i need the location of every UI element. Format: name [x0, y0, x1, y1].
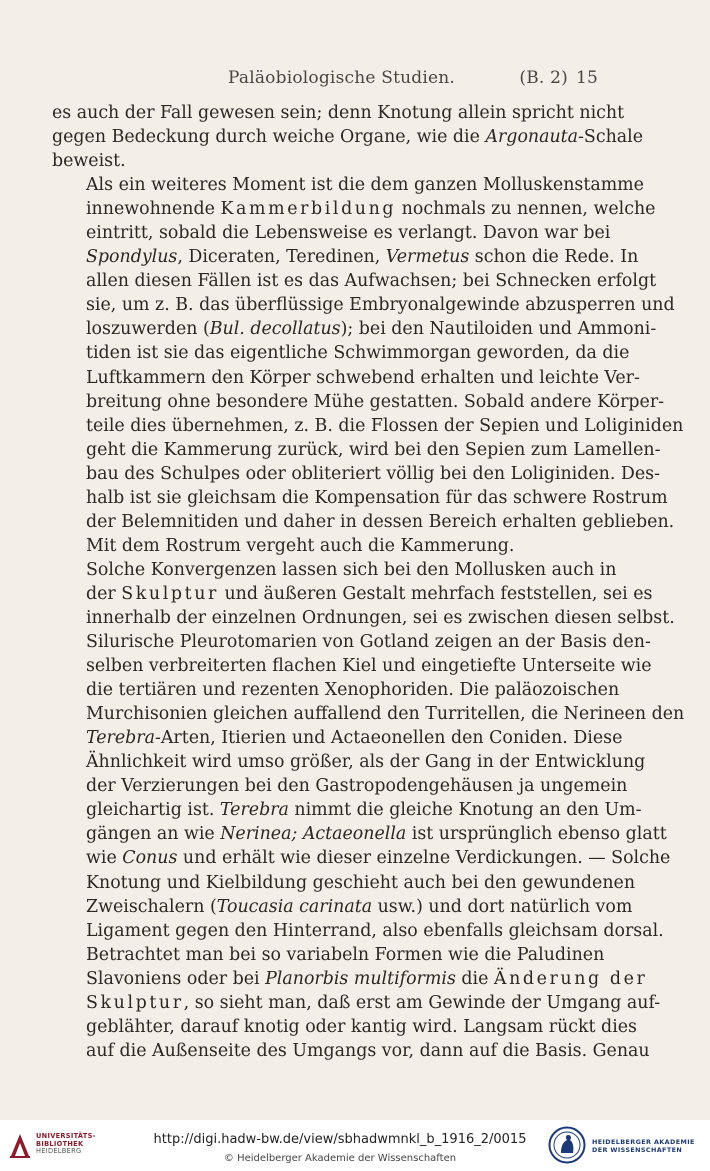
- text-line: Silurische Pleurotomarien von Gotland zeigen an der Basis den-: [86, 632, 651, 653]
- text-line: eintritt, sobald die Lebensweise es verlangt. Davon war bei: [86, 223, 611, 244]
- text-line: wie Conus und erhält wie dieser einzelne Verdickungen. — Solche: [86, 848, 671, 869]
- text-line: tiden ist sie das eigentliche Schwimmorgan geworden, da die: [86, 343, 630, 364]
- italic-term: Toucasia carinata: [216, 896, 373, 917]
- italic-term: Bul. decollatus: [209, 319, 341, 340]
- text-line: Spondylus, Diceraten, Teredinen, Vermetus schon die Rede. In: [86, 247, 639, 268]
- permalink-url[interactable]: http://digi.hadw-bw.de/view/sbhadwmnkl_b_1916_2/0015: [153, 1132, 527, 1147]
- spaced-emphasis: Skulptur: [86, 992, 184, 1013]
- page-number: 15: [575, 68, 598, 88]
- text-line: Solche Konvergenzen lassen sich bei den Mollusken auch in: [86, 559, 617, 580]
- italic-term: Nerinea; Actaeonella: [220, 824, 407, 845]
- text-line: Mit dem Rostrum vergeht auch die Kammerung.: [86, 535, 515, 556]
- academy-name: [592, 1138, 695, 1154]
- text-line: halb ist sie gleichsam die Kompensation für das schwere Rostrum: [86, 487, 668, 508]
- italic-term: Terebra: [219, 800, 289, 821]
- text-line: Skulptur, so sieht man, daß erst am Gewinde der Umgang auf-: [86, 992, 661, 1013]
- text-line: sie, um z. B. das überflüssige Embryonalgewinde abzusperren und: [86, 295, 675, 316]
- text-line: gleichartig ist. Terebra nimmt die gleiche Knotung an den Um-: [86, 800, 642, 821]
- italic-term: Spondylus: [86, 247, 178, 268]
- academy-seal-icon: [548, 1126, 586, 1164]
- text-line: der Verzierungen bei den Gastropodengehäusen ja ungemein: [86, 776, 628, 797]
- library-name-line: UNIVERSITÄTS-: [36, 1132, 96, 1140]
- text-line: loszuwerden (Bul. decollatus); bei den Nautiloiden und Ammoni-: [86, 319, 657, 340]
- italic-term: Planorbis multiformis: [265, 968, 456, 989]
- text-line: selben verbreiterten flachen Kiel und eingetiefte Unterseite wie: [86, 656, 652, 677]
- library-name: [36, 1133, 96, 1156]
- italic-term: Vermetus: [385, 247, 470, 268]
- text-line: geblähter, darauf knotig oder kantig wird. Langsam rückt dies: [86, 1016, 637, 1037]
- section-marker: (B. 2): [519, 68, 568, 88]
- running-header: [228, 68, 598, 94]
- academy-name-line: DER WISSENSCHAFTEN: [592, 1146, 683, 1154]
- text-line: allen diesen Fällen ist es das Aufwachsen; bei Schnecken erfolgt: [86, 271, 657, 292]
- text-line: innewohnende Kammerbildung nochmals zu nennen, welche: [86, 199, 656, 220]
- spaced-emphasis: Skulptur: [121, 583, 219, 604]
- digitization-footer: [0, 1120, 710, 1171]
- text-line: breitung ohne besondere Mühe gestatten. Sobald andere Körper-: [86, 391, 665, 412]
- italic-term: Conus: [122, 848, 178, 869]
- library-name-line: BIBLIOTHEK: [36, 1139, 84, 1148]
- library-city: HEIDELBERG: [36, 1147, 82, 1156]
- text-line: Murchisonien gleichen auffallend den Turritellen, die Nerineen den: [86, 704, 685, 725]
- text-line: Slavoniens oder bei Planorbis multiformis die Änderung der: [86, 968, 648, 989]
- text-line: Als ein weiteres Moment ist die dem ganzen Molluskenstamme: [86, 175, 644, 196]
- running-title: Paläobiologische Studien.: [228, 68, 455, 88]
- text-line: die tertiären und rezenten Xenophoriden. Die paläozoischen: [86, 680, 620, 701]
- paragraph: [52, 101, 643, 173]
- paragraph: [52, 173, 684, 558]
- body-text: [52, 101, 685, 1063]
- university-library-logo-icon: [8, 1130, 32, 1160]
- text-line: gegen Bedeckung durch weiche Organe, wie die Argonauta-Schale: [52, 127, 643, 148]
- text-line: der Belemnitiden und daher in dessen Bereich erhalten geblieben.: [86, 511, 675, 532]
- text-line: der Skulptur und äußeren Gestalt mehrfach feststellen, sei es: [86, 583, 653, 604]
- text-line: bau des Schulpes oder obliteriert völlig bei den Loliginiden. Des-: [86, 463, 660, 484]
- paragraph: [52, 558, 685, 943]
- text-line: es auch der Fall gewesen sein; denn Knotung allein spricht nicht: [52, 103, 625, 123]
- spaced-emphasis: Änderung der: [493, 968, 648, 989]
- text-line: geht die Kammerung zurück, wird bei den Sepien zum Lamellen-: [86, 439, 661, 460]
- text-line: Terebra-Arten, Itierien und Actaeonellen den Coniden. Diese: [86, 728, 623, 749]
- spaced-emphasis: Kammerbildung: [220, 199, 397, 220]
- text-line: Betrachtet man bei so variabeln Formen wie die Paludinen: [86, 944, 605, 965]
- text-line: auf die Außenseite des Umgangs vor, dann auf die Basis. Genau: [86, 1040, 650, 1061]
- text-line: Ähnlichkeit wird umso größer, als der Gang in der Entwicklung: [86, 752, 646, 773]
- italic-term: Terebra: [86, 728, 155, 749]
- academy-name-line: HEIDELBERGER AKADEMIE: [592, 1138, 695, 1146]
- italic-term: Argonauta: [485, 127, 579, 148]
- text-line: beweist.: [52, 151, 126, 172]
- text-line: Zweischalern (Toucasia carinata usw.) und dort natürlich vom: [86, 896, 633, 917]
- text-line: Knotung und Kielbildung geschieht auch bei den gewundenen: [86, 872, 636, 893]
- text-line: Luftkammern den Körper schwebend erhalten und leichte Ver-: [86, 367, 640, 388]
- copyright-notice: © Heidelberger Akademie der Wissenschaften: [223, 1153, 457, 1164]
- text-line: teile dies übernehmen, z. B. die Flossen der Sepien und Loliginiden: [86, 415, 684, 436]
- paragraph: [52, 943, 661, 1063]
- text-line: innerhalb der einzelnen Ordnungen, sei es zwischen diesen selbst.: [86, 607, 675, 628]
- text-line: gängen an wie Nerinea; Actaeonella ist ursprünglich ebenso glatt: [86, 824, 667, 845]
- text-line: Ligament gegen den Hinterrand, also ebenfalls gleichsam dorsal.: [86, 920, 664, 941]
